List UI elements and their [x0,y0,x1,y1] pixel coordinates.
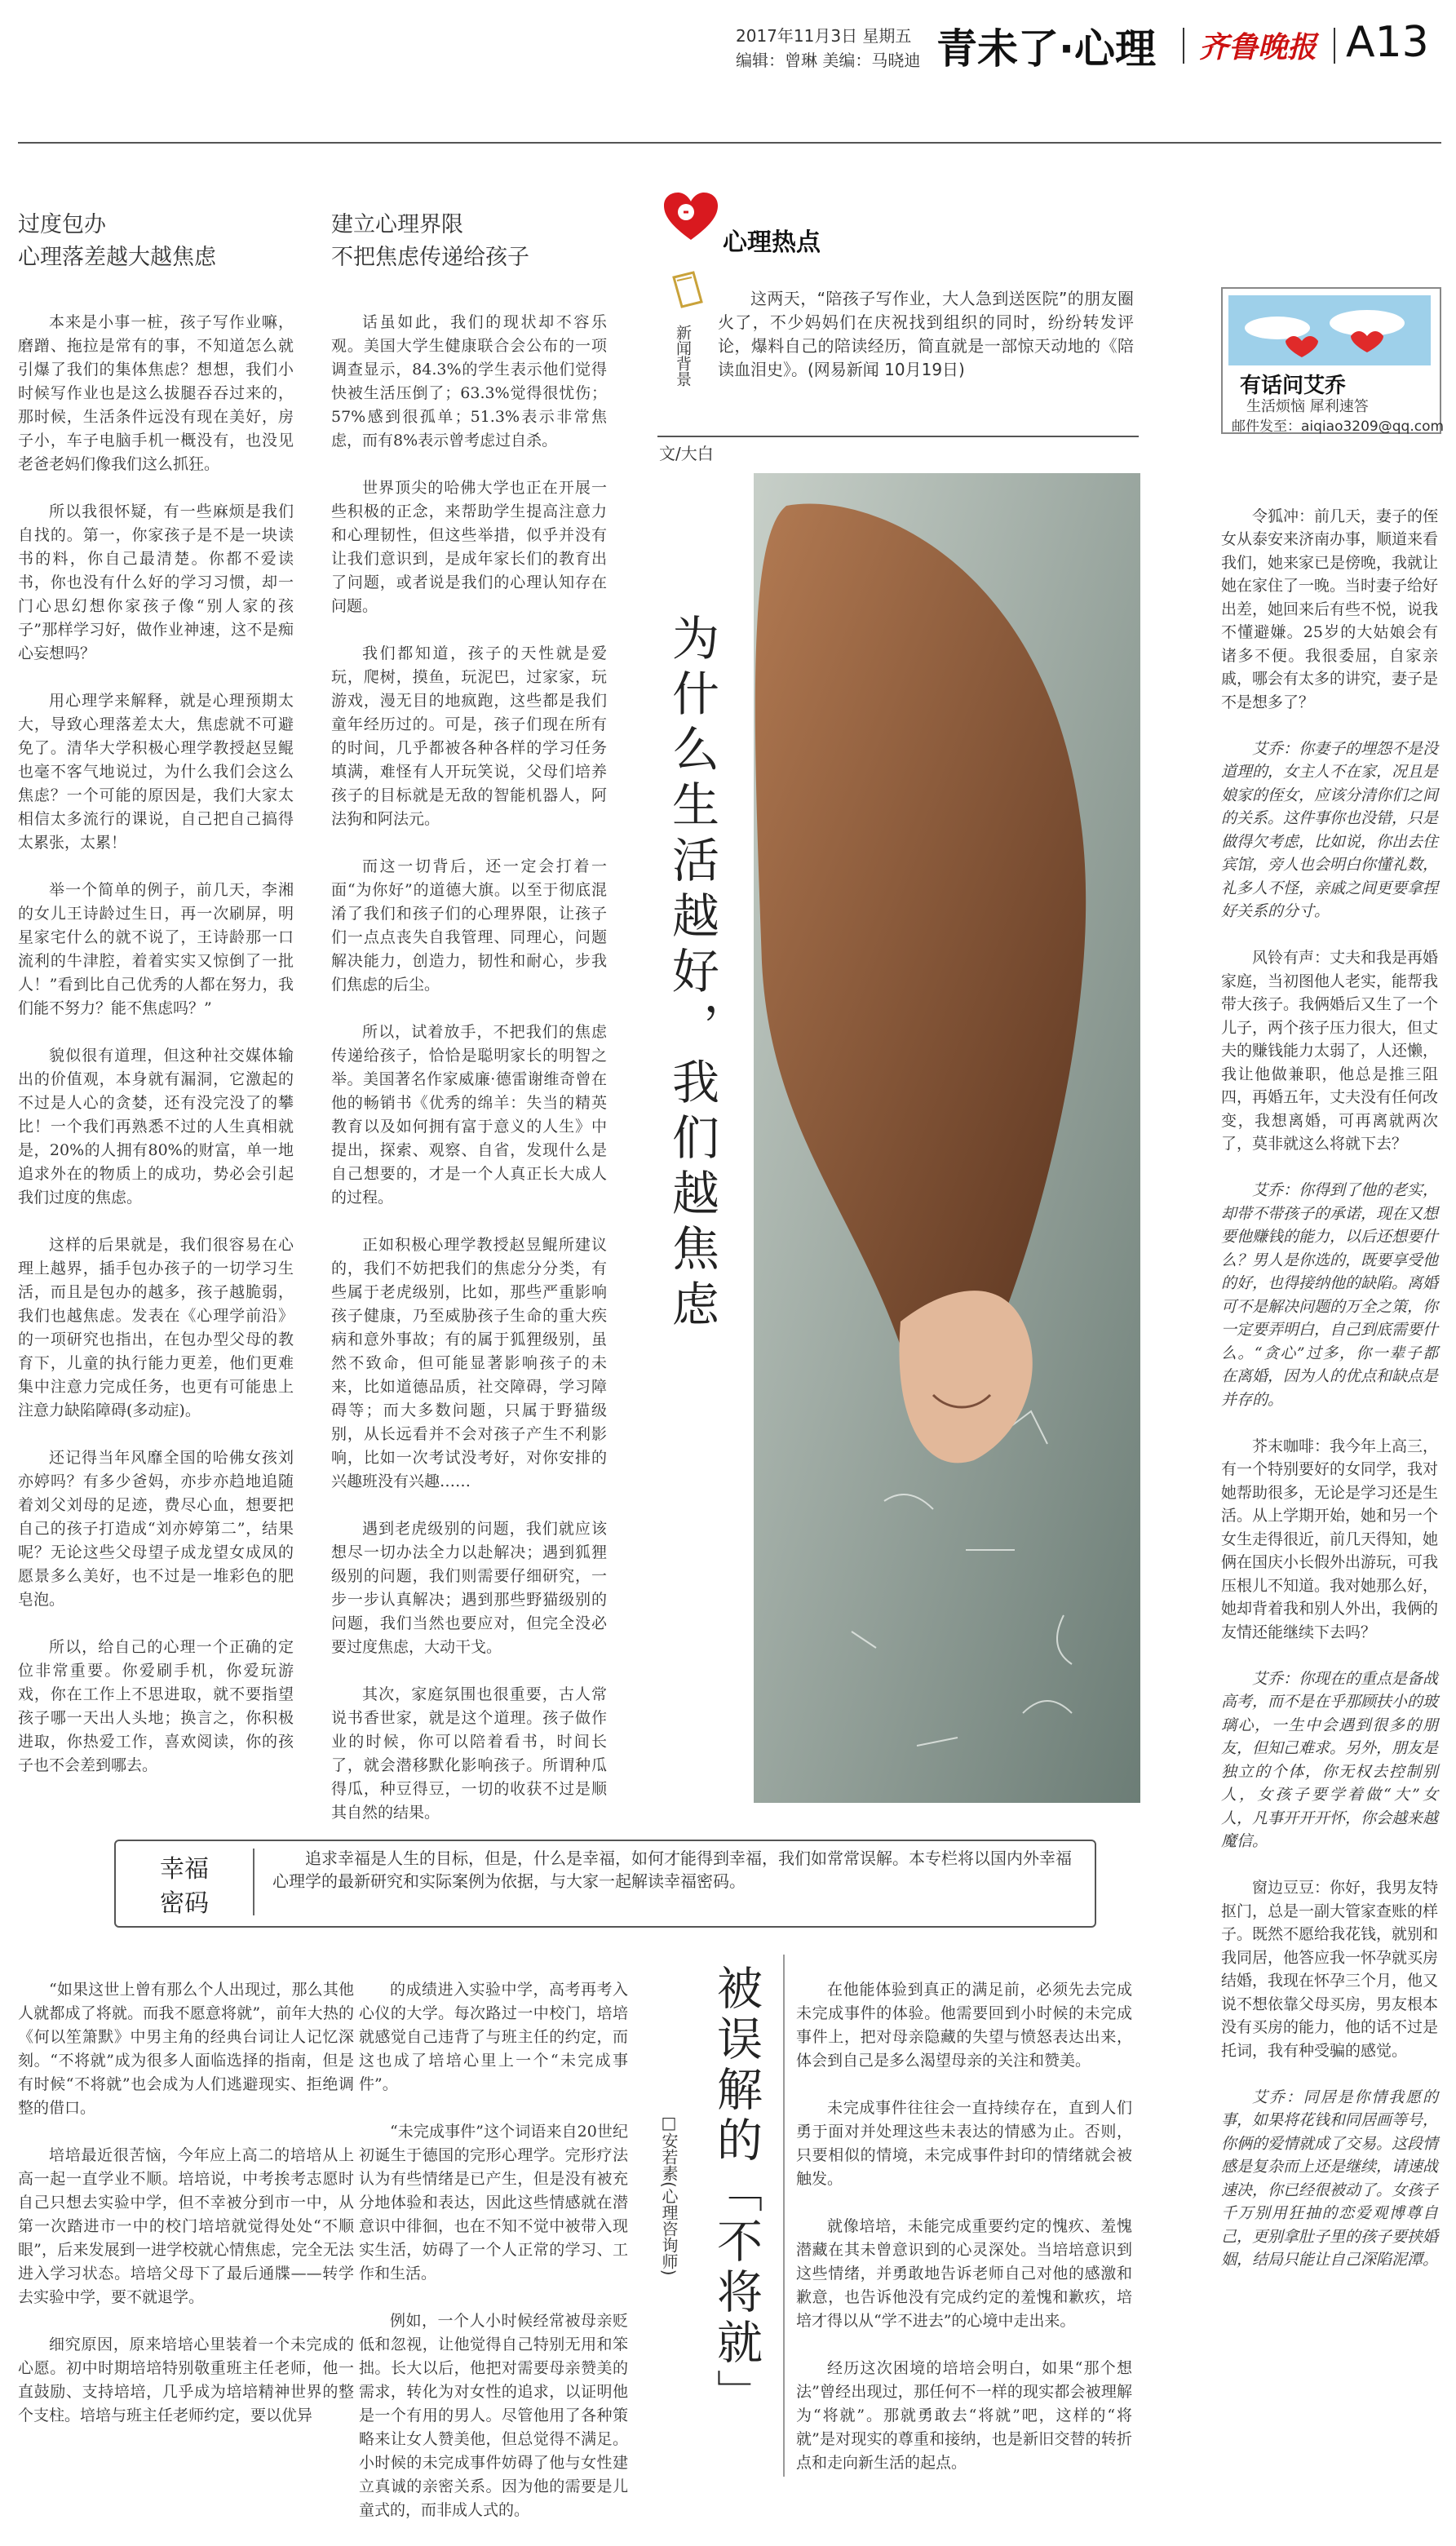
paragraph: 貌似很有道理，但这种社交媒体输出的价值观，本身就有漏洞，它激起的不过是人心的贪婪，还有没完没了的攀比！一个我们再熟悉不过的人生真相就是，20%的人拥有80%的财富，单一地追求外在的物质上的成功，势必会引起我们过度的焦虑。 [18,1047,294,1207]
col2-subtitle: 不把焦虑传递给孩子 [331,245,529,270]
paragraph: 就像培培，未能完成重要约定的愧疚、羞愧潜藏在其未曾意识到的心灵深处。当培培意识到这些情绪，并勇敢地告诉老师自己对他的感激和歉意，也告诉他没有完成约定的羞愧和歉疚，培培才得以从“学不进去”的心境中走出来。 [796,2217,1132,2330]
letter-answer: 艾乔：你现在的重点是备战高考，而不是在乎那顾扶小的玻璃心，一生中会遇到很多的朋友，但知己难求。另外，朋友是独立的个体，你无权去控制别人，女孩子要学着做“大”女人，凡事开开开怀，你会越来越魔信。 [1221,1669,1439,1850]
sky-illustration [1228,295,1431,365]
heart-icon [662,191,719,243]
paragraph: 所以，给自己的心理一个正确的定位非常重要。你爱刷手机，你爱玩游戏，你在工作上不思进取，就不要指望孩子哪一天出人头地；换言之，你积极进取，你热爱工作，喜欢阅读，你的孩子也不会差到哪去。 [18,1638,294,1774]
banner-label-1: 幸福 [160,1855,209,1884]
paragraph: 所以，试着放手，不把我们的焦虑传递给孩子，恰恰是聪明家长的明智之举。美国著名作家威廉·德雷谢维奇曾在他的畅销书《优秀的绵羊：失当的精英教育以及如何拥有富于意义的人生》中提出，探索、观察、自省，发现什么是自己想要的，才是一个人真正长大成人的过程。 [331,1023,607,1207]
banner-label-2: 密码 [160,1889,209,1918]
col2-title: 建立心理界限 [331,212,463,237]
paragraph: “如果这世上曾有那么个人出现过，那么其他人就都成了将就。而我不愿意将就”，前年大热的《何以笙箫默》中男主角的经典台词让人记忆深刻。“不将就”成为很多人面临选择的指南，但是有时候“不将就”也会成为人们逃避现实、拒绝调整的借口。 [18,1981,354,2117]
paragraph: 在他能体验到真正的满足前，必须先去完成未完成事件的体验。他需要回到小时候的未完成事件上，把对母亲隐藏的失望与愤怒表达出来，体会到自己是多么渴望母亲的关注和赞美。 [796,1981,1132,2070]
paragraph: 培培最近很苦恼，今年应上高二的培培从上高一起一直学业不顺。培培说，中考挨考志愿时自己只想去实验中学，但不幸被分到市一中，从第一次踏进市一中的校门培培就觉得处处“不顺眼”，后来发展到一进学校就心情焦虑，完全无法进入学习状态。培培父母下了最后通牒——转学去实验中学，要不就退学。 [18,2146,354,2306]
header-date: 2017年11月3日 星期五 [736,26,912,46]
advice-title: 有话问艾乔 [1240,374,1347,398]
letter-answer: 艾乔：你妻子的埋怨不是没道理的，女主人不在家，况且是娘家的侄女，应该分清你们之间的关系。这件事你也没错，只是做得欠考虑，比如说，你出去住宾馆，旁人也会明白你懂礼数，礼多人不怪，亲戚之间更要拿捏好关系的分寸。 [1221,739,1439,920]
banner-text: 追求幸福是人生的目标，但是，什么是幸福，如何才能得到幸福，我们如常常误解。本专栏将以国内外幸福心理学的最新研究和实际案例为依据，与大家一起解读幸福密码。 [272,1849,1072,1891]
header-rule [18,142,1441,144]
col2-body [331,287,607,1822]
paragraph: 的成绩进入实验中学，高考再考入心仪的大学。每次路过一中校门，培培就感觉自己违背了与班主任的约定，而这也成了培培心里上一个“未完成事件”。 [359,1981,628,2093]
lower-col1-body [18,1955,354,2485]
col1-title: 过度包办 [18,212,106,237]
feature-photo [754,473,1140,1803]
letter-question: 窗边豆豆：你好，我男友特抠门，总是一副大管家查账的样子。既然不愿给我花钱，就别和我同居，他答应我一怀孕就买房结婚，我现在怀孕三个月，他又说不想依靠父母买房，男友根本没有买房的能力，他的话不过是托词，我有种受骗的感觉。 [1221,1879,1439,2060]
paragraph: 而这一切背后，还一定会打着一面“为你好”的道德大旗。以至于彻底混淆了我们和孩子们的心理界限，让孩子们一点点丧失自我管理、同理心，问题解决能力，创造力，韧性和耐心，步我们焦虑的后尘。 [331,857,607,994]
letter-answer: 艾乔：你得到了他的老实，却带不带孩子的承诺，现在又想要他赚钱的能力，以后还想要什么？男人是你选的，既要享受他的好，也得接纳他的缺陷。离婚可不是解决问题的万全之策，你一定要弄明白，自己到底需要什么。“贪心”过多，你一辈子都在离婚，因为人的优点和缺点是并存的。 [1221,1181,1439,1409]
paragraph: 这样的后果就是，我们很容易在心理上越界，插手包办孩子的一切学习生活，而且是包办的越多，孩子越脆弱，我们也越焦虑。发表在《心理学前沿》的一项研究也指出，在包办型父母的教育下，儿童的执行能力更差，他们更难集中注意力完成任务，也更有可能患上注意力缺陷障碍(多动症)。 [18,1236,294,1419]
paragraph: “未完成事件”这个词语来自20世纪初诞生于德国的完形心理学。完形疗法认为有些情绪是已产生，但是没有被充分地体验和表达，因此这些情感就在潜意识中徘徊，也在不知不觉中被带入现实生活，妨碍了一个人正常的学习、工作和生活。 [359,2123,628,2283]
feature-intro: 这两天，“陪孩子写作业，大人急到送医院”的朋友圈火了，不少妈妈们在庆祝找到组织的同时，纷纷转发评论，爆料自己的陪读经历，简直就是一部惊天动地的《陪读血泪史》。(网易新闻 10月19日) [718,289,1134,379]
col1-subtitle: 心理落差越大越焦虑 [18,245,216,270]
pencil-icon [669,269,710,318]
news-background-label: 新闻背景 [674,325,692,387]
advice-body [1221,481,1438,2472]
lower-headline: 被误解的「不将就」 [710,1964,763,2420]
lower-col3-body [796,1955,1132,2485]
lower-col2-body [359,1955,628,2519]
paragraph: 经历这次困境的培培会明白，如果“那个想法”曾经出现过，那任何不一样的现实都会被理解为“将就”。那就勇敢去“将就”吧，这样的“将就”是对现实的尊重和接纳，也是新旧交替的转折点和走向新生活的起点。 [796,2359,1132,2472]
paragraph: 举一个简单的例子，前几天，李湘的女儿王诗龄过生日，再一次刷屏，明星家宅什么的就不说了，王诗龄那一口流利的牛津腔，着着实实又惊倒了一批人！”看到比自己优秀的人都在努力，我们能不努力？能不焦虑吗？” [18,881,294,1017]
feature-tag: 心理热点 [723,228,821,257]
paragraph: 还记得当年风靡全国的哈佛女孩刘亦婷吗？有多少爸妈，亦步亦趋地追随着刘父刘母的足迹，费尽心血，想要把自己的孩子打造成“刘亦婷第二”，结果呢？无论这些父母望子成龙望女成凤的愿景多么美好，也不过是一堆彩色的肥皂泡。 [18,1449,294,1609]
header-divider [1183,28,1184,64]
col1-body [18,287,294,1804]
paragraph: 正如积极心理学教授赵昱鲲所建议的，我们不妨把我们的焦虑分分类，有些属于老虎级别，比如，那些严重影响孩子健康，乃至威胁孩子生命的重大疾病和意外事故；有的属于狐狸级别，虽然不致命，但可能显著影响孩子的未来，比如道德品质，社交障碍，学习障碍等；而大多数问题，只属于野猫级别，从长远看并不会对孩子产生不利影响，比如一次考试没考好，对你安排的兴趣班没有兴趣…… [331,1236,607,1490]
section-title: 青未了·心理 [936,25,1156,73]
feature-rule [657,436,1139,437]
letter-question: 芥末咖啡：我今年上高三，有一个特别要好的女同学，我对她帮助很多，无论是学习还是生活。从上学期开始，她和另一个女生走得很近，前几天得知，她俩在国庆小长假外出游玩，可我压根儿不知道。我对她那么好，她却背着我和别人外出，我俩的友情还能继续下去吗？ [1221,1437,1439,1641]
lower-byline: □安若素(心理咨询师) [659,2113,679,2276]
paragraph: 我们都知道，孩子的天性就是爱玩，爬树，摸鱼，玩泥巴，过家家，玩游戏，漫无目的地疯跑，这些都是我们童年经历过的。可是，孩子们现在所有的时间，几乎都被各种各样的学习任务填满，难怪有人开玩笑说，父母们培养孩子的目标就是无敌的智能机器人，阿法狗和阿法元。 [331,644,607,828]
paragraph: 其次，家庭氛围也很重要，古人常说书香世家，就是这个道理。孩子做作业的时候，你可以陪着看书，时间长了，就会潜移默化影响孩子。所谓种瓜得瓜，种豆得豆，一切的收获不过是顺其自然的结果。 [331,1685,607,1822]
header-divider-2 [1334,28,1335,64]
page-number: A13 [1346,18,1429,67]
paragraph: 话虽如此，我们的现状却不容乐观。美国大学生健康联合会公布的一项调查显示，84.3%的学生表示他们觉得快被生活压倒了；63.3%觉得很忧伤；57%感到很孤单；51.3%表示非常焦虑，而有8%表示曾考虑过自杀。 [331,313,607,449]
paragraph: 未完成事件往往会一直持续存在，直到人们勇于面对并处理这些未表达的情感为止。否则，只要相似的情境，未完成事件封印的情绪就会被触发。 [796,2099,1132,2188]
feature-byline: 文/大白 [659,444,714,463]
letter-answer: 艾乔：同居是你情我愿的事，如果将花钱和同居画等号，你俩的爱情就成了交易。这段情感是复杂而上还是继续，请速战速决，你已经很被动了。女孩子千万别用狂抽的恋爱观博尊自己，更别拿肚子里的孩子要挟婚姻，结局只能让自己深陷泥潭。 [1221,2088,1439,2269]
header-editor: 编辑：曾琳 美编：马晓迪 [736,51,921,70]
advice-email: 邮件发至：aiqiao3209@qq.com [1232,418,1445,435]
paragraph: 用心理学来解释，就是心理预期太大，导致心理落差太大，焦虑就不可避免了。清华大学积极心理学教授赵昱鲲也毫不客气地说过，为什么我们会这么焦虑？一个可能的原因是，我们大家太相信太多流行的课说，自己把自己搞得太累张，太累！ [18,692,294,852]
banner-divider [253,1849,254,1915]
advice-subtitle: 生活烦恼 犀利速答 [1246,398,1369,415]
paragraph: 本来是小事一桩，孩子写作业嘛，磨蹭、拖拉是常有的事，不知道怎么就引爆了我们的集体焦虑？想想，我们小时候写作业也是这么拔腿吞吞过来的，那时候，生活条件远没有现在美好，房子小，车子电脑手机一概没有，也没见老爸老妈们像我们这么抓狂。 [18,313,294,473]
paragraph: 世界顶尖的哈佛大学也正在开展一些积极的正念，来帮助学生提高注意力和心理韧性，但这些举措，似乎并没有让我们意识到，是成年家长们的教育出了问题，或者说是我们的心理认知存在问题。 [331,479,607,615]
paragraph: 例如，一个人小时候经常被母亲贬低和忽视，让他觉得自己特别无用和笨拙。长大以后，他把对需要母亲赞美的需求，转化为对女性的追求，以证明他是一个有用的男人。尽管他用了各种策略来让女人赞美他，但总觉得不满足。小时候的未完成事件妨碍了他与女性建立真诚的亲密关系。因为他的需要是儿童式的，而非成人式的。 [359,2312,628,2519]
letter-question: 令狐冲：前几天，妻子的侄女从泰安来济南办事，顺道来看我们，她来家已是傍晚，我就让她在家住了一晚。当时妻子给好出差，她回来后有些不悦，说我不懂避嫌。25岁的大姑娘会有诸多不便。我很委屈，自家亲戚，哪会有太多的讲究，妻子是不是想多了？ [1221,507,1439,711]
letter-question: 风铃有声：丈夫和我是再婚家庭，当初图他人老实，能帮我带大孩子。我俩婚后又生了一个儿子，两个孩子压力很大，但丈夫的赚钱能力太弱了，人还懒，我让他做兼职，他总是推三阻四，再婚五年，丈夫没有任何改变，我想离婚，可再离就两次了，莫非就这么将就下去？ [1221,949,1439,1153]
lower-headline-rule [783,1955,785,2477]
paragraph: 细究原因，原来培培心里装着一个未完成的心愿。初中时期培培特别敬重班主任老师，他一直鼓励、支持培培，几乎成为培培精神世界的整个支柱。培培与班主任老师约定，要以优异 [18,2336,354,2424]
newspaper-logo: 齐鲁晚报 [1199,30,1317,64]
feature-headline: 为什么生活越好，我们越焦虑 [664,613,719,1335]
paragraph: 所以我很怀疑，有一些麻烦是我们自找的。第一，你家孩子是不是一块读书的料，你自己最清楚。你都不爱读书，你也没有什么好的学习习惯，却一门心思幻想你家孩子像“别人家的孩子”那样学习好，做作业神速，这不是痴心妄想吗？ [18,503,294,662]
paragraph: 遇到老虎级别的问题，我们就应该想尽一切办法全力以赴解决；遇到狐狸级别的问题，我们则需要仔细研究，一步一步认真解决；遇到那些野猫级别的问题，我们当然也要应对，但完全没必要过度焦虑，大动干戈。 [331,1520,607,1656]
